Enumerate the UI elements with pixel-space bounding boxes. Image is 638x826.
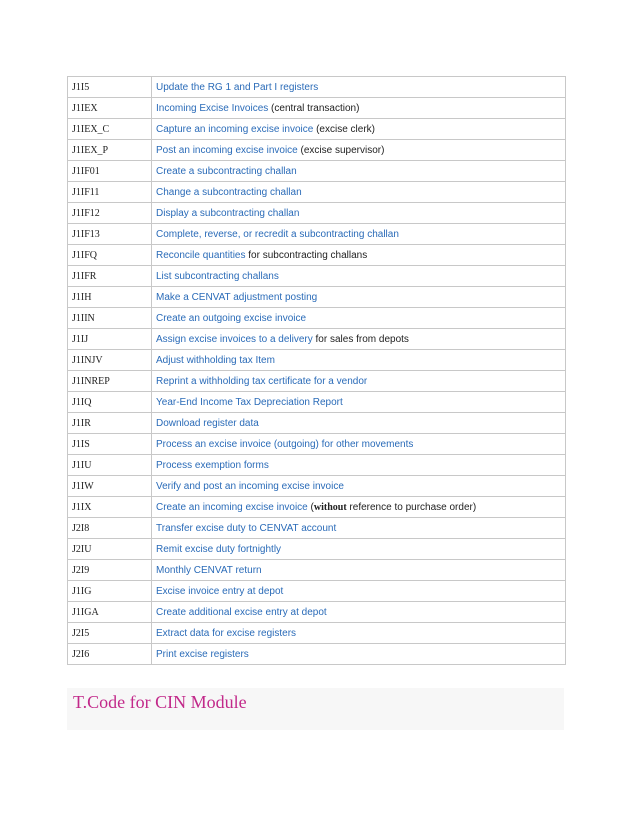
tcode-cell: J2I8: [68, 518, 152, 539]
description-link[interactable]: Change a subcontracting challan: [156, 186, 302, 198]
description-text: without: [313, 501, 347, 513]
table-row: [68, 560, 566, 581]
description-link[interactable]: Update the RG 1 and Part I registers: [156, 81, 319, 93]
description-cell: [152, 350, 566, 371]
description-cell: [152, 623, 566, 644]
tcode-cell: J1IEX: [68, 98, 152, 119]
table-row: [68, 350, 566, 371]
description-cell: [152, 161, 566, 182]
description-cell: [152, 602, 566, 623]
description-cell: [152, 245, 566, 266]
table-row: [68, 539, 566, 560]
description-cell: [152, 98, 566, 119]
table-row: [68, 98, 566, 119]
table-row: [68, 476, 566, 497]
tcode-cell: J1IS: [68, 434, 152, 455]
table-row: [68, 392, 566, 413]
table-row: [68, 245, 566, 266]
description-cell: [152, 518, 566, 539]
tcode-cell: J1IR: [68, 413, 152, 434]
tcode-cell: J1IW: [68, 476, 152, 497]
tcode-cell: J1IJ: [68, 329, 152, 350]
description-link[interactable]: Verify and post an incoming excise invoice: [156, 480, 344, 492]
description-link[interactable]: Make a CENVAT adjustment posting: [156, 291, 318, 303]
description-link[interactable]: List subcontracting challans: [156, 270, 279, 282]
table-row: [68, 455, 566, 476]
description-cell: [152, 77, 566, 98]
description-link[interactable]: Extract data for excise registers: [156, 627, 297, 639]
description-cell: [152, 560, 566, 581]
description-cell: [152, 182, 566, 203]
description-link[interactable]: Create an outgoing excise invoice: [156, 312, 307, 324]
tcode-cell: J1IH: [68, 287, 152, 308]
tcode-cell: J1IG: [68, 581, 152, 602]
tcode-cell: J1IQ: [68, 392, 152, 413]
description-cell: [152, 581, 566, 602]
description-cell: [152, 434, 566, 455]
description-link[interactable]: Adjust withholding tax Item: [156, 354, 275, 366]
tcode-cell: J1IEX_C: [68, 119, 152, 140]
table-row: [68, 119, 566, 140]
description-text: for subcontracting challans: [245, 249, 368, 261]
description-link[interactable]: Print excise registers: [156, 648, 249, 660]
description-link[interactable]: Capture an incoming excise invoice: [156, 123, 314, 135]
description-link[interactable]: Assign excise invoices to a delivery: [156, 333, 313, 345]
description-text: for sales from depots: [312, 333, 409, 345]
description-link[interactable]: Download register data: [156, 417, 259, 429]
tcode-cell: J2I5: [68, 623, 152, 644]
description-text: (central transaction): [268, 102, 360, 114]
table-row: [68, 518, 566, 539]
tcode-cell: J1IEX_P: [68, 140, 152, 161]
tcode-cell: J2I6: [68, 644, 152, 665]
description-text: reference to purchase order): [346, 501, 477, 513]
tcode-cell: J1IU: [68, 455, 152, 476]
tcode-table: [67, 76, 566, 665]
table-row: [68, 329, 566, 350]
tcode-cell: J1I5: [68, 77, 152, 98]
description-link[interactable]: Display a subcontracting challan: [156, 207, 300, 219]
description-cell: [152, 224, 566, 245]
description-cell: [152, 455, 566, 476]
description-link[interactable]: Create an incoming excise invoice: [156, 501, 308, 513]
description-text: (excise clerk): [313, 123, 375, 135]
table-row: [68, 182, 566, 203]
description-cell: [152, 392, 566, 413]
description-link[interactable]: Complete, reverse, or recredit a subcontracting challan: [156, 228, 399, 240]
table-row: [68, 413, 566, 434]
description-link[interactable]: Year-End Income Tax Depreciation Report: [156, 396, 343, 408]
description-link[interactable]: Post an incoming excise invoice: [156, 144, 298, 156]
description-cell: [152, 476, 566, 497]
table-row: [68, 77, 566, 98]
table-row: [68, 203, 566, 224]
description-cell: [152, 413, 566, 434]
description-link[interactable]: Reconcile quantities: [156, 249, 246, 261]
table-row: [68, 644, 566, 665]
tcode-cell: J1IGA: [68, 602, 152, 623]
description-text: (: [307, 501, 314, 513]
table-row: [68, 287, 566, 308]
tcode-cell: J1IIN: [68, 308, 152, 329]
description-link[interactable]: Create additional excise entry at depot: [156, 606, 327, 618]
table-row: [68, 161, 566, 182]
table-row: [68, 497, 566, 518]
description-cell: [152, 371, 566, 392]
description-cell: [152, 140, 566, 161]
tcode-cell: J1IF12: [68, 203, 152, 224]
description-link[interactable]: Incoming Excise Invoices: [156, 102, 269, 114]
tcode-cell: J1IFQ: [68, 245, 152, 266]
table-row: [68, 266, 566, 287]
tcode-table-body: [68, 77, 566, 665]
description-cell: [152, 266, 566, 287]
description-link[interactable]: Reprint a withholding tax certificate for a vendor: [156, 375, 368, 387]
table-row: [68, 581, 566, 602]
description-cell: [152, 644, 566, 665]
tcode-cell: J1INJV: [68, 350, 152, 371]
table-row: [68, 434, 566, 455]
description-cell: [152, 497, 566, 518]
description-cell: [152, 539, 566, 560]
section-heading: T.Code for CIN Module: [73, 692, 247, 712]
description-link[interactable]: Excise invoice entry at depot: [156, 585, 284, 597]
table-row: [68, 140, 566, 161]
table-row: [68, 371, 566, 392]
description-link[interactable]: Create a subcontracting challan: [156, 165, 297, 177]
description-cell: [152, 119, 566, 140]
description-link[interactable]: Monthly CENVAT return: [156, 564, 262, 576]
description-cell: [152, 287, 566, 308]
description-link[interactable]: Process an excise invoice (outgoing) for other movements: [156, 438, 414, 450]
description-link[interactable]: Process exemption forms: [156, 459, 269, 471]
section-heading-band: [67, 688, 564, 730]
description-cell: [152, 203, 566, 224]
tcode-cell: J1IF13: [68, 224, 152, 245]
description-cell: [152, 329, 566, 350]
tcode-cell: J1INREP: [68, 371, 152, 392]
tcode-cell: J1IX: [68, 497, 152, 518]
tcode-cell: J2I9: [68, 560, 152, 581]
table-row: [68, 623, 566, 644]
table-row: [68, 308, 566, 329]
tcode-cell: J2IU: [68, 539, 152, 560]
description-link[interactable]: Remit excise duty fortnightly: [156, 543, 282, 555]
table-row: [68, 224, 566, 245]
tcode-cell: J1IF01: [68, 161, 152, 182]
description-text: (excise supervisor): [297, 144, 385, 156]
table-row: [68, 602, 566, 623]
description-link[interactable]: Transfer excise duty to CENVAT account: [156, 522, 337, 534]
tcode-cell: J1IFR: [68, 266, 152, 287]
description-cell: [152, 308, 566, 329]
tcode-cell: J1IF11: [68, 182, 152, 203]
